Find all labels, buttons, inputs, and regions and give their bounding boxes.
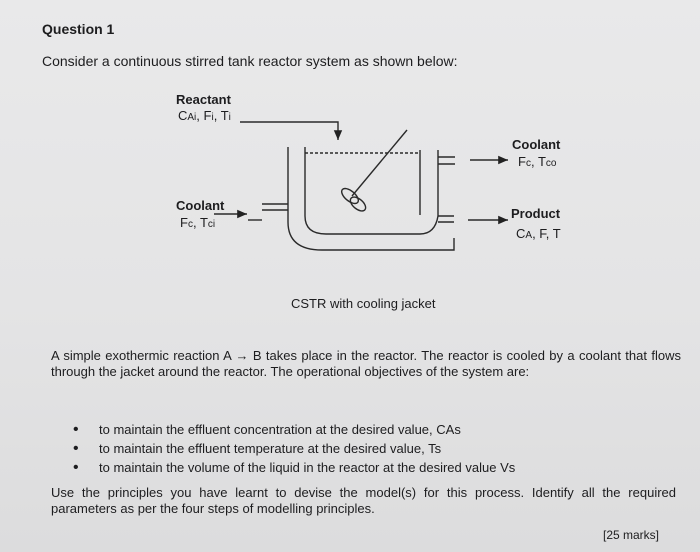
list-item: • to maintain the volume of the liquid in the reactor at the desired value Vs [73,458,515,477]
feed-pipe [240,122,338,140]
instructions-paragraph: Use the principles you have learnt to devise the model(s) for this process. Identify all the required parameters as per the four steps of modelling principles. [51,485,676,516]
coolant-in-label: Coolant [176,198,225,213]
product-outlet-pipe [438,216,454,222]
stirrer-shaft [352,130,407,196]
coolant-out-variables: Fc, Tco [518,154,557,169]
list-item: • to maintain the effluent temperature at the desired value, Ts [73,439,515,458]
coolant-out-label: Coolant [512,137,561,152]
coolant-outlet-pipe [438,157,455,164]
diagram-caption: CSTR with cooling jacket [291,296,436,311]
reactant-label: Reactant [176,92,231,107]
reactor-vessel [305,147,438,234]
marks-label: [25 marks] [603,528,660,542]
problem-paragraph: A simple exothermic reaction A → B takes place in the reactor. The reactor is cooled by a coolant that flows through the jacket around the reactor. The operational objectives of the system are: [51,348,681,379]
reactant-variables: CAi, Fi, Ti [178,108,231,123]
product-variables: CA, F, T [516,226,561,241]
question-intro: Consider a continuous stirred tank reactor system as shown below: [42,53,458,69]
list-item: • to maintain the effluent concentration at the desired value, CAs [73,420,515,439]
question-title: Question 1 [42,21,115,37]
coolant-inlet-pipe [262,204,288,210]
coolant-in-variables: Fc, Tci [180,215,216,230]
product-label: Product [511,206,561,221]
objectives-list [73,420,515,477]
